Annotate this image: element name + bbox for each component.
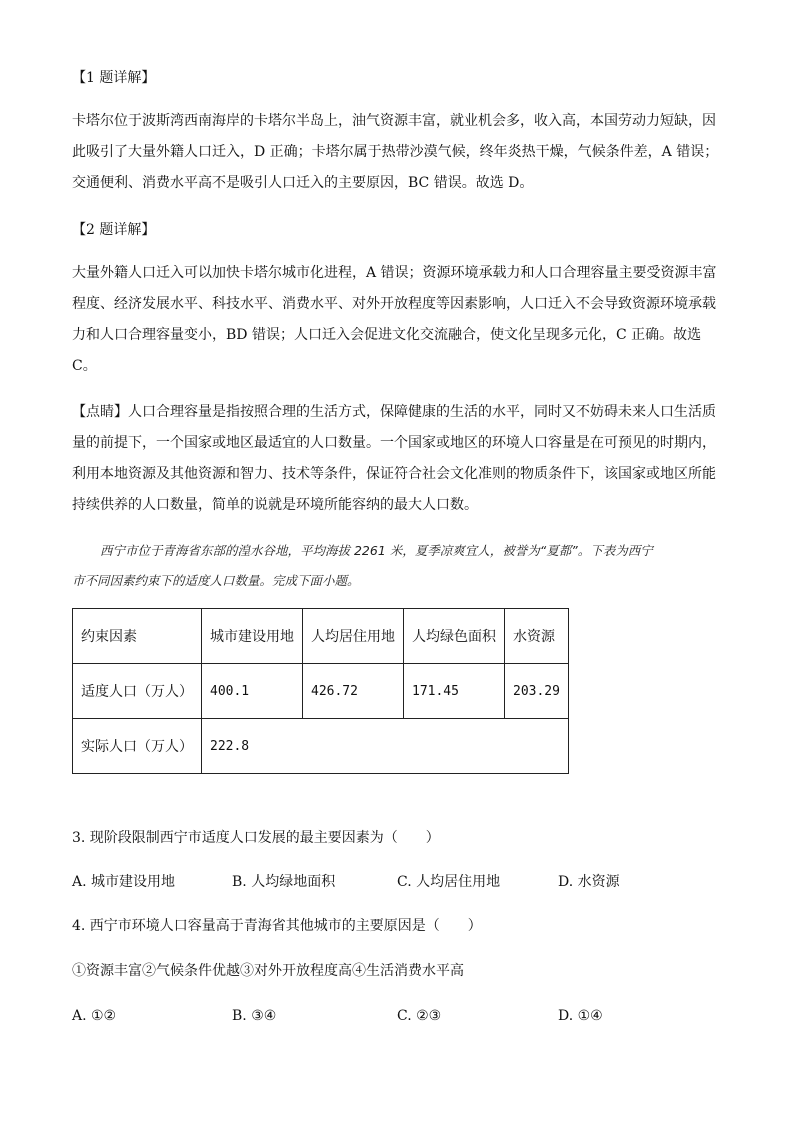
q2-line-2: 程度、经济发展水平、科技水平、消费水平、对外开放程度等因素影响，人口迁入不会导致资源环境承载 — [72, 296, 716, 312]
table-cell: 400.1 — [202, 664, 303, 719]
table-header-cell: 人均居住用地 — [303, 609, 404, 664]
table-row — [73, 719, 569, 774]
q3-option-a: A. 城市建设用地 — [72, 874, 176, 890]
material-paragraph — [72, 536, 732, 596]
q4-option-a: A. ①② — [72, 1008, 117, 1024]
row-label: 适度人口（万人） — [73, 664, 202, 719]
table-header-cell: 城市建设用地 — [202, 609, 303, 664]
q2-line-4: C。 — [72, 358, 97, 374]
row-label: 实际人口（万人） — [73, 719, 202, 774]
q4-option-b: B. ③④ — [232, 1008, 277, 1024]
q4-option-d: D. ①④ — [558, 1008, 603, 1024]
key-point-note — [72, 397, 732, 521]
note-line-4: 持续供养的人口数量，简单的说就是环境所能容纳的最大人口数。 — [72, 497, 478, 513]
q3-option-c: C. 人均居住用地 — [397, 874, 501, 890]
material-line-1: 西宁市位于青海省东部的湟水谷地，平均海拔 2261 米，夏季凉爽宜人，被誉为“夏都”。下表为西宁 — [100, 543, 653, 558]
table-header-cell: 人均绿色面积 — [404, 609, 505, 664]
population-table — [72, 608, 569, 774]
question-4-statements: ①资源丰富②气候条件优越③对外开放程度高④生活消费水平高 — [72, 963, 464, 979]
table-cell: 222.8 — [202, 719, 569, 774]
q3-option-b: B. 人均绿地面积 — [232, 874, 336, 890]
table-cell: 171.45 — [404, 664, 505, 719]
q1-line-1: 卡塔尔位于波斯湾西南海岸的卡塔尔半岛上，油气资源丰富，就业机会多，收入高，本国劳动力短缺，因 — [72, 113, 716, 129]
note-line-2: 量的前提下，一个国家或地区最适宜的人口数量。一个国家或地区的环境人口容量是在可预见的时期内， — [72, 435, 716, 451]
table-cell: 203.29 — [505, 664, 569, 719]
question-4-stem: 4. 西宁市环境人口容量高于青海省其他城市的主要原因是（ ） — [72, 918, 482, 934]
q1-explanation — [72, 106, 732, 199]
material-line-2: 市不同因素约束下的适度人口数量。完成下面小题。 — [72, 573, 360, 588]
table-header-cell: 约束因素 — [73, 609, 202, 664]
q1-line-3: 交通便利、消费水平高不是吸引人口迁入的主要原因，BC 错误。故选 D。 — [72, 175, 534, 191]
q1-line-2: 此吸引了大量外籍人口迁入，D 正确；卡塔尔属于热带沙漠气候，终年炎热干燥，气候条件差，A 错误； — [72, 144, 719, 160]
q2-line-3: 力和人口合理容量变小，BD 错误；人口迁入会促进文化交流融合，使文化呈现多元化，C 正确。故选 — [72, 327, 702, 343]
note-line-3: 利用本地资源及其他资源和智力、技术等条件，保证符合社会文化准则的物质条件下，该国家或地区所能 — [72, 466, 716, 482]
table-cell: 426.72 — [303, 664, 404, 719]
q2-line-1: 大量外籍人口迁入可以加快卡塔尔城市化进程，A 错误；资源环境承载力和人口合理容量主要受资源丰富 — [72, 265, 717, 281]
q2-explanation — [72, 258, 732, 382]
question-3-stem: 3. 现阶段限制西宁市适度人口发展的最主要因素为（ ） — [72, 830, 440, 846]
q2-detail-heading: 【2 题详解】 — [72, 222, 156, 238]
table-row — [73, 664, 569, 719]
table-header-row — [73, 609, 569, 664]
q4-option-c: C. ②③ — [397, 1008, 442, 1024]
q3-option-d: D. 水资源 — [558, 874, 620, 890]
note-line-1: 【点睛】人口合理容量是指按照合理的生活方式，保障健康的生活的水平，同时又不妨碍未来人口生活质 — [72, 404, 716, 420]
table-header-cell: 水资源 — [505, 609, 569, 664]
q1-detail-heading: 【1 题详解】 — [72, 70, 156, 86]
